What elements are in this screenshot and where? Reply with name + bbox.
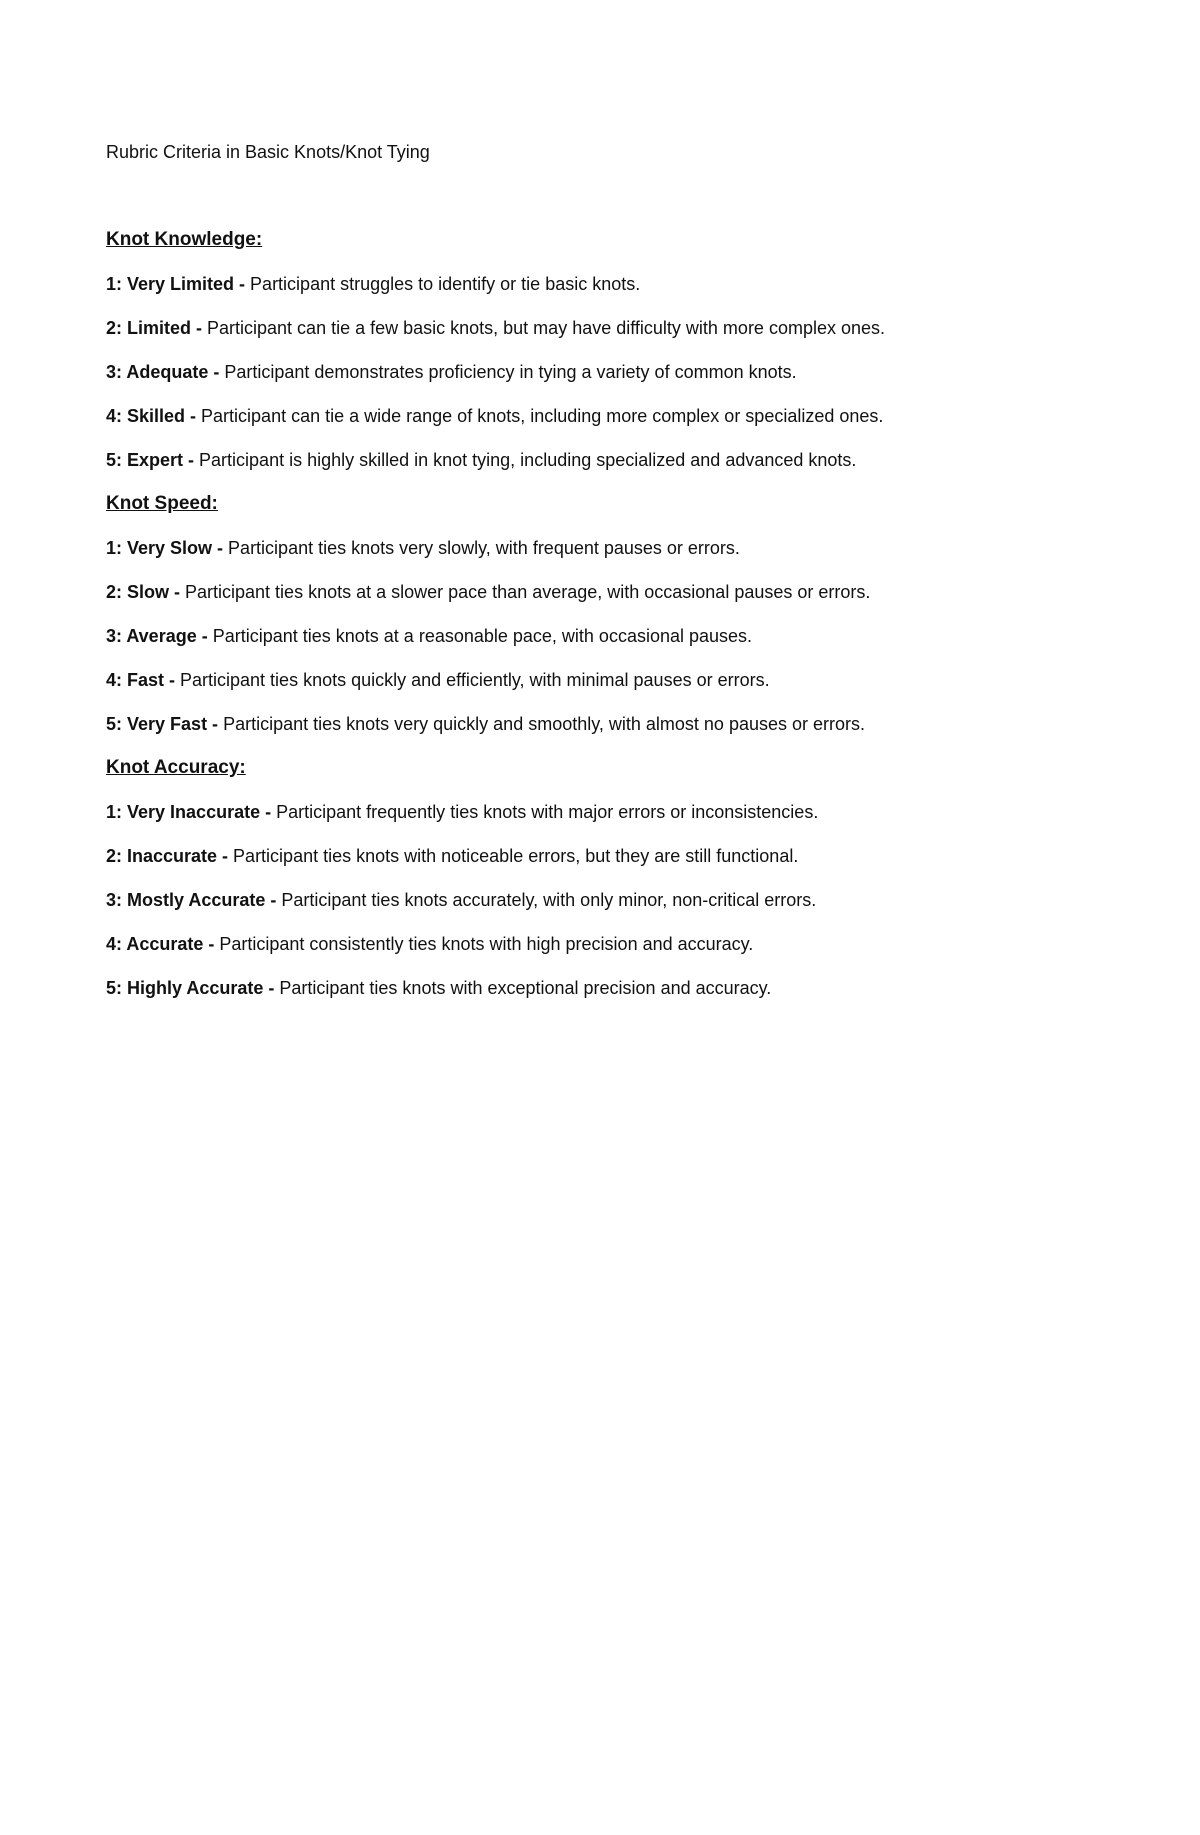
criterion-item: [106, 692, 1106, 736]
criterion-item: [106, 648, 1106, 692]
level-description: Participant ties knots at a slower pace than average, with occasional pauses or errors.: [185, 582, 871, 602]
level-label: 3: Mostly Accurate -: [106, 890, 282, 910]
level-description: Participant ties knots very slowly, with frequent pauses or errors.: [228, 538, 740, 558]
level-label: 2: Limited -: [106, 318, 208, 338]
criterion-item: [106, 252, 1106, 296]
level-label: 3: Adequate -: [106, 362, 225, 382]
criterion-item: [106, 340, 1106, 384]
criterion-item: [106, 296, 1106, 340]
section-knot-speed: [106, 472, 1106, 736]
criterion-item: [106, 956, 1106, 1000]
level-description: Participant struggles to identify or tie basic knots.: [250, 274, 641, 294]
criterion-item: [106, 912, 1106, 956]
criteria-list: [106, 780, 1106, 1000]
level-description: Participant ties knots with exceptional precision and accuracy.: [279, 978, 772, 998]
criterion-item: [106, 824, 1106, 868]
level-label: 1: Very Slow -: [106, 538, 229, 558]
level-label: 2: Inaccurate -: [106, 846, 234, 866]
criterion-item: [106, 868, 1106, 912]
level-label: 4: Fast -: [106, 670, 181, 690]
level-description: Participant ties knots at a reasonable pace, with occasional pauses.: [212, 626, 753, 646]
section-heading: Knot Knowledge:: [106, 229, 263, 250]
criterion-item: [106, 780, 1106, 824]
level-description: Participant demonstrates proficiency in tying a variety of common knots.: [224, 362, 797, 382]
level-description: Participant ties knots quickly and efficiently, with minimal pauses or errors.: [180, 670, 770, 690]
level-label: 3: Average -: [106, 626, 213, 646]
section-heading: Knot Accuracy:: [106, 757, 246, 778]
level-description: Participant ties knots accurately, with only minor, non-critical errors.: [281, 890, 817, 910]
level-description: Participant consistently ties knots with high precision and accuracy.: [219, 934, 754, 954]
level-label: 5: Highly Accurate -: [106, 978, 280, 998]
section-knot-accuracy: [106, 736, 1106, 1000]
document-title: Rubric Criteria in Basic Knots/Knot Tying: [106, 142, 430, 162]
level-label: 4: Accurate -: [106, 934, 220, 954]
document-body: [106, 140, 1106, 1000]
level-description: Participant ties knots with noticeable errors, but they are still functional.: [233, 846, 799, 866]
level-description: Participant ties knots very quickly and smoothly, with almost no pauses or errors.: [223, 714, 865, 734]
level-label: 2: Slow -: [106, 582, 186, 602]
criteria-list: [106, 252, 1106, 472]
criteria-list: [106, 516, 1106, 736]
level-label: 5: Very Fast -: [106, 714, 224, 734]
level-label: 4: Skilled -: [106, 406, 202, 426]
criterion-item: [106, 560, 1106, 604]
level-label: 1: Very Limited -: [106, 274, 251, 294]
level-label: 5: Expert -: [106, 450, 200, 470]
section-knot-knowledge: [106, 164, 1106, 472]
criterion-item: [106, 428, 1106, 472]
criterion-item: [106, 516, 1106, 560]
level-description: Participant can tie a few basic knots, but may have difficulty with more complex ones.: [207, 318, 886, 338]
level-description: Participant is highly skilled in knot tying, including specialized and advanced knots.: [199, 450, 857, 470]
criterion-item: [106, 604, 1106, 648]
criterion-item: [106, 384, 1106, 428]
level-description: Participant frequently ties knots with major errors or inconsistencies.: [276, 802, 819, 822]
level-description: Participant can tie a wide range of knots, including more complex or specialized ones.: [201, 406, 884, 426]
section-heading: Knot Speed:: [106, 493, 218, 514]
level-label: 1: Very Inaccurate -: [106, 802, 277, 822]
